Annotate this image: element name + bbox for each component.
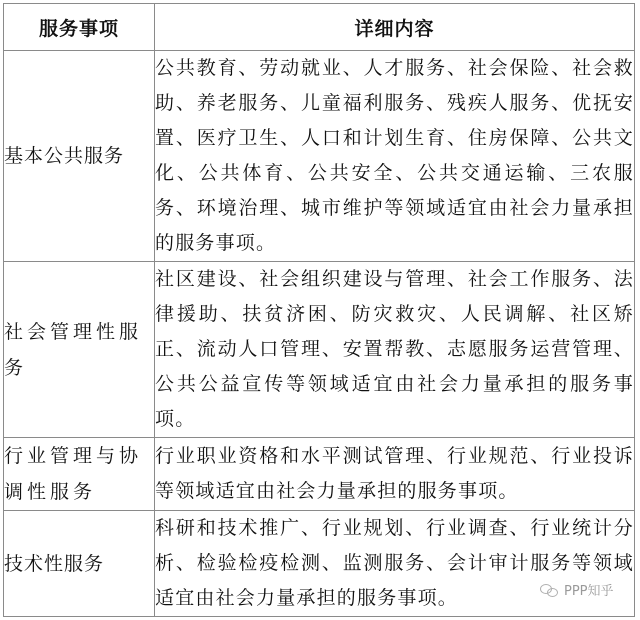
detail-cell: 社区建设、社会组织建设与管理、社会工作服务、法律援助、扶贫济困、防灾救灾、人民调解、社区矫正、流动人口管理、安置帮教、志愿服务运营管理、公共公益宣传等领域适宜由社会力量承担的服务事项。: [155, 262, 635, 438]
category-cell: 基本公共服务: [4, 51, 155, 262]
category-cell: 技术性服务: [4, 511, 155, 617]
header-service-item: 服务事项: [4, 4, 155, 51]
table-header-row: [4, 4, 635, 51]
category-cell: 社会管理性服务: [4, 262, 155, 438]
table-row: [4, 511, 635, 617]
detail-cell: 行业职业资格和水平测试管理、行业规范、行业投诉等领域适宜由社会力量承担的服务事项。: [155, 438, 635, 511]
watermark: [540, 580, 614, 599]
wechat-icon: [540, 583, 560, 597]
header-detail-content: 详细内容: [155, 4, 635, 51]
service-table: [3, 3, 635, 617]
detail-cell: 公共教育、劳动就业、人才服务、社会保险、社会救助、养老服务、儿童福利服务、残疾人服务、优抚安置、医疗卫生、人口和计划生育、住房保障、公共文化、公共体育、公共安全、公共交通运输、三农服务、环境治理、城市维护等领域适宜由社会力量承担的服务事项。: [155, 51, 635, 262]
category-cell: 行业管理与协调性服务: [4, 438, 155, 511]
watermark-text: PPP知乎: [564, 584, 614, 599]
table-row: [4, 262, 635, 438]
table-row: [4, 51, 635, 262]
table-row: [4, 438, 635, 511]
detail-cell: 科研和技术推广、行业规划、行业调查、行业统计分析、检验检疫检测、监测服务、会计审计服务等领域适宜由社会力量承担的服务事项。: [155, 511, 635, 617]
